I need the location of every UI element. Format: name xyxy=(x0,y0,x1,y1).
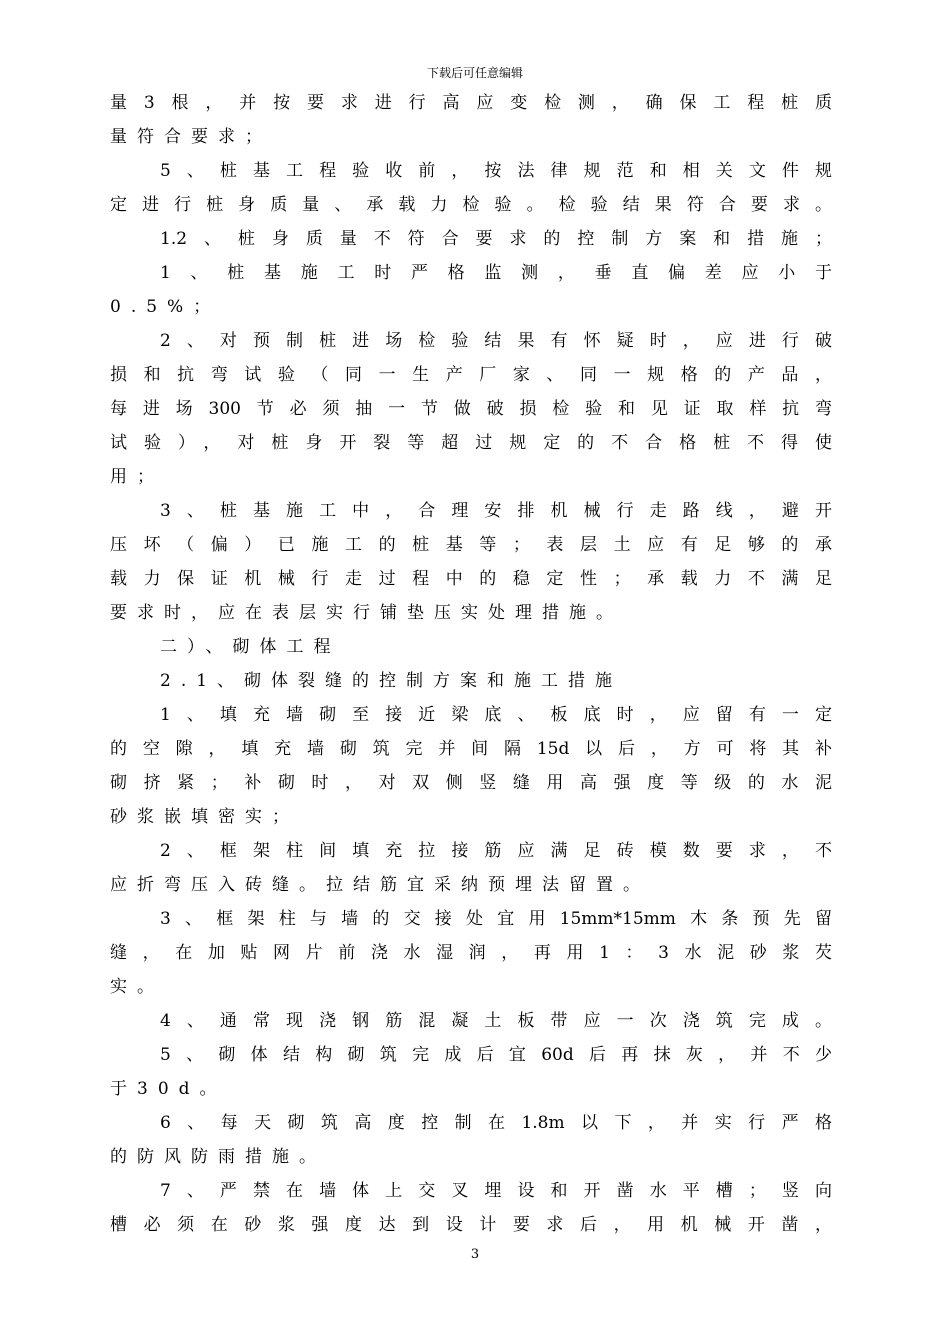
text-line: 量3根，并按要求进行高应变检测，确保工程桩质 xyxy=(110,93,832,113)
text-line: 5、桩基工程验收前，按法律规范和相关文件规 xyxy=(160,161,832,181)
text-line: 每进场300节必须抽一节做破损检验和见证取样抗弯 xyxy=(110,399,832,419)
text-line: 6、每天砌筑高度控制在1.8m以下，并实行严格 xyxy=(160,1113,832,1133)
text-line: 1、桩基施工时严格监测，垂直偏差应小于 xyxy=(160,263,832,283)
page-header: 下载后可任意编辑 xyxy=(426,66,523,80)
text-line: 0.5%； xyxy=(110,297,221,317)
text-line: 3、框架柱与墙的交接处宜用15mm*15mm木条预先留 xyxy=(160,909,832,929)
text-line: 槽必须在砂浆强度达到设计要求后，用机械开凿， xyxy=(110,1215,832,1235)
text-line: 用； xyxy=(110,467,164,487)
text-line: 损和抗弯试验（同一生产厂家、同一规格的产品， xyxy=(110,365,832,385)
text-line: 应折弯压入砖缝。拉结筋宜采纳预埋法留置。 xyxy=(110,875,650,895)
text-line: 砂浆嵌填密实； xyxy=(110,807,299,827)
text-line: 量符合要求； xyxy=(110,127,272,147)
text-line: 3、桩基施工中，合理安排机械行走路线，避开 xyxy=(160,501,832,521)
text-line: 5、砌体结构砌筑完成后宜60d后再抹灰，并不少 xyxy=(160,1045,832,1065)
text-line: 砌挤紧；补砌时，对双侧竖缝用高强度等级的水泥 xyxy=(110,773,832,793)
text-line: 二）、砌体工程 xyxy=(160,637,341,657)
text-line: 的空隙，填充墙砌筑完并间隔15d以后，方可将其补 xyxy=(110,739,832,759)
text-line: 载力保证机械行走过程中的稳定性；承载力不满足 xyxy=(110,569,832,589)
text-line: 1.2、桩身质量不符合要求的控制方案和措施； xyxy=(160,229,832,249)
document-body xyxy=(110,86,832,1242)
text-line: 实。 xyxy=(110,977,164,997)
text-line: 试验），对桩身开裂等超过规定的不合格桩不得使 xyxy=(110,433,832,453)
text-line: 的防风防雨措施。 xyxy=(110,1147,326,1167)
text-line: 1、填充墙砌至接近梁底、板底时，应留有一定 xyxy=(160,705,832,725)
page-number: 3 xyxy=(470,1247,480,1262)
text-line: 要求时，应在表层实行铺垫压实处理措施。 xyxy=(110,603,623,623)
text-line: 于30d。 xyxy=(110,1079,227,1099)
text-line: 2.1、砌体裂缝的控制方案和施工措施 xyxy=(160,671,623,691)
text-line: 4、通常现浇钢筋混凝土板带应一次浇筑完成。 xyxy=(160,1011,832,1031)
text-line: 定进行桩身质量、承载力检验。检验结果符合要求。 xyxy=(110,195,832,215)
text-line: 2、对预制桩进场检验结果有怀疑时，应进行破 xyxy=(160,331,832,351)
text-line: 缝，在加贴网片前浇水湿润，再用1：3水泥砂浆芡 xyxy=(110,943,832,963)
text-line: 压坏（偏）已施工的桩基等；表层土应有足够的承 xyxy=(110,535,832,555)
text-line: 2、框架柱间填充拉接筋应满足砖模数要求，不 xyxy=(160,841,832,861)
text-line: 7、严禁在墙体上交叉埋设和开凿水平槽；竖向 xyxy=(160,1181,832,1201)
